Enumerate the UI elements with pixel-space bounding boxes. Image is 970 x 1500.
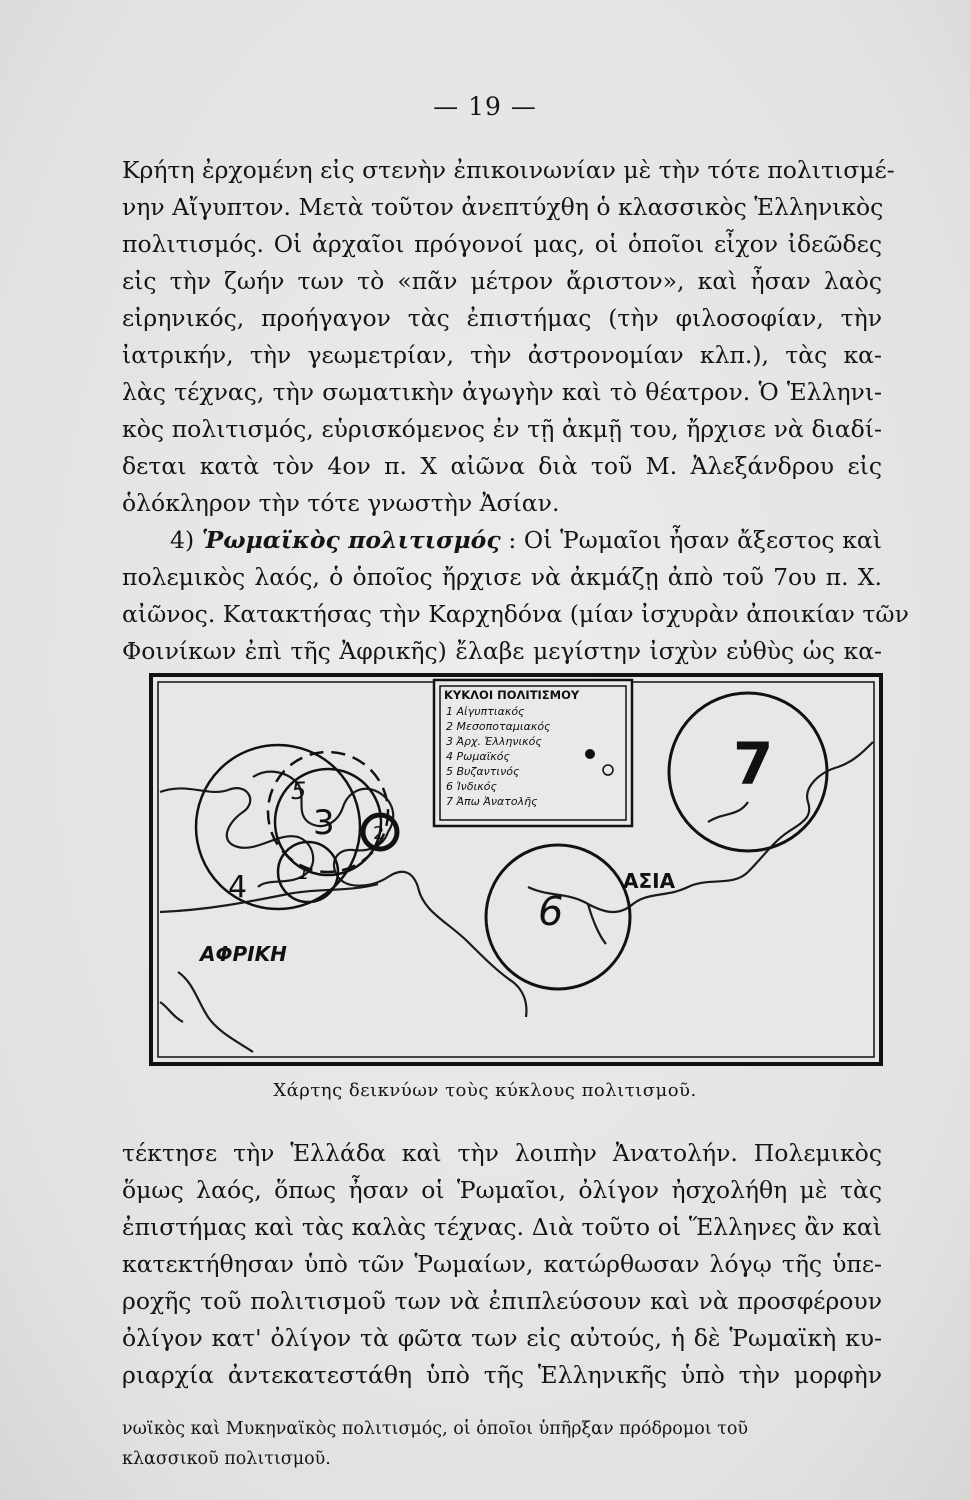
legend-item: 6 Ἰνδικός [446,780,497,793]
text-line: δεται κατὰ τὸν 4ον π. Χ αἰῶνα διὰ τοῦ Μ. Ἀλεξάνδρου εἰς [122,452,882,480]
page-number: — 19 — [433,92,537,121]
text-line: Κρήτη ἐρχομένη εἰς στενὴν ἐπικοινωνίαν μὲ τὴν τότε πολιτισμέ- [122,156,895,184]
text-line: πολιτισμός. Οἱ ἀρχαῖοι πρόγονοί μας, οἱ ὁποῖοι εἶχον ἰδεῶδες [122,230,882,258]
circle-label-5: 5 [291,777,307,805]
africa-label: ΑΦΡΙΚΗ [200,942,287,966]
text-line: τέκτησε τὴν Ἑλλάδα καὶ τὴν λοιπὴν Ἀνατολήν. Πολεμικὸς [122,1139,882,1167]
text-line: ροχῆς τοῦ πολιτισμοῦ των νὰ ἐπιπλεύσουν καὶ νὰ προσφέρουν [122,1287,882,1315]
footnote-line: νωϊκὸς καὶ Μυκηναϊκὸς πολιτισμός, οἱ ὁποῖοι ὑπῆρξαν πρόδρομοι τοῦ [122,1419,749,1439]
circle-label-4: 4 [228,870,248,905]
footnote-line: κλασσικοῦ πολιτισμοῦ. [122,1449,331,1469]
text-line: κὸς πολιτισμός, εὑρισκόμενος ἐν τῇ ἀκμῇ του, ἤρχισε νὰ διαδί- [122,415,882,443]
legend-item: 3 Ἀρχ. Ἑλληνικός [446,735,542,748]
circle-label-3: 3 [313,803,335,843]
circle-label-2: 2 [373,823,385,844]
circle-label-7: 7 [733,730,774,798]
section-number: 4) [170,526,195,554]
legend-title: ΚΥΚΛΟΙ ΠΟΛΙΤΙΣΜΟΥ [444,688,580,702]
text-line: ἰατρικήν, τὴν γεωμετρίαν, τὴν ἀστρονομίαν κλπ.), τὰς κα- [122,341,882,369]
legend-item: 2 Μεσοποταμιακός [446,720,551,733]
text-line: Φοινίκων ἐπὶ τῆς Ἀφρικῆς) ἔλαβε μεγίστην ἰσχὺν εὐθὺς ὡς κα- [122,637,882,665]
section-text: : Οἱ Ῥωμαῖοι ἦσαν ἄξεστος καὶ [508,526,882,554]
text-line: εἰρηνικός, προήγαγον τὰς ἐπιστήμας (τὴν φιλοσοφίαν, τὴν [122,304,882,332]
legend-item: 5 Βυζαντινός [446,765,520,778]
text-line: ριαρχία ἀντεκατεστάθη ὑπὸ τῆς Ἑλληνικῆς ὑπὸ τὴν μορφὴν [122,1361,882,1389]
civilization-circles-map [148,672,884,1067]
map-caption: Χάρτης δεικνύων τοὺς κύκλους πολιτισμοῦ. [273,1080,697,1101]
legend-dot-icon [585,749,595,759]
text-line: ὀλίγον κατ' ὀλίγον τὰ φῶτα των εἰς αὐτούς, ἡ δὲ Ῥωμαϊκὴ κυ- [122,1324,882,1352]
text-line: λὰς τέχνας, τὴν σωματικὴν ἀγωγὴν καὶ τὸ θέατρον. Ὁ Ἑλληνι- [122,378,882,406]
map-legend [434,680,632,826]
circle-label-6: 6 [538,889,564,935]
circle-label-1: 1 [298,863,310,884]
asia-label: ΑΣΙΑ [623,869,676,893]
text-line: εἰς τὴν ζωήν των τὸ «πᾶν μέτρον ἄριστον», καὶ ἦσαν λαὸς [122,267,882,295]
text-line: αἰῶνος. Κατακτήσας τὴν Καρχηδόνα (μίαν ἰσχυρὰν ἀποικίαν τῶν [122,600,909,628]
section-title: Ῥωμαϊκὸς πολιτισμός [201,526,501,554]
legend-item: 7 Ἀπω Ἀνατολῆς [446,795,538,808]
text-line: ἐπιστήμας καὶ τὰς καλὰς τέχνας. Διὰ τοῦτο οἱ Ἕλληνες ἂν καὶ [122,1213,882,1241]
section-heading-line [170,522,882,558]
legend-item: 1 Αἰγυπτιακός [446,705,525,718]
text-line: ὅμως λαός, ὅπως ἦσαν οἱ Ῥωμαῖοι, ὀλίγον ἠσχολήθη μὲ τὰς [122,1176,882,1204]
text-line: κατεκτήθησαν ὑπὸ τῶν Ῥωμαίων, κατώρθωσαν λόγῳ τῆς ὑπε- [122,1250,882,1278]
text-line: ὁλόκληρον τὴν τότε γνωστὴν Ἀσίαν. [122,489,560,517]
text-line: νην Αἴγυπτον. Μετὰ τοῦτον ἀνεπτύχθη ὁ κλασσικὸς Ἑλληνικὸς [122,193,884,221]
text-line: πολεμικὸς λαός, ὁ ὁποῖος ἤρχισε νὰ ἀκμάζῃ ἀπὸ τοῦ 7ου π. Χ. [122,563,882,591]
legend-item: 4 Ρωμαϊκός [446,750,510,763]
